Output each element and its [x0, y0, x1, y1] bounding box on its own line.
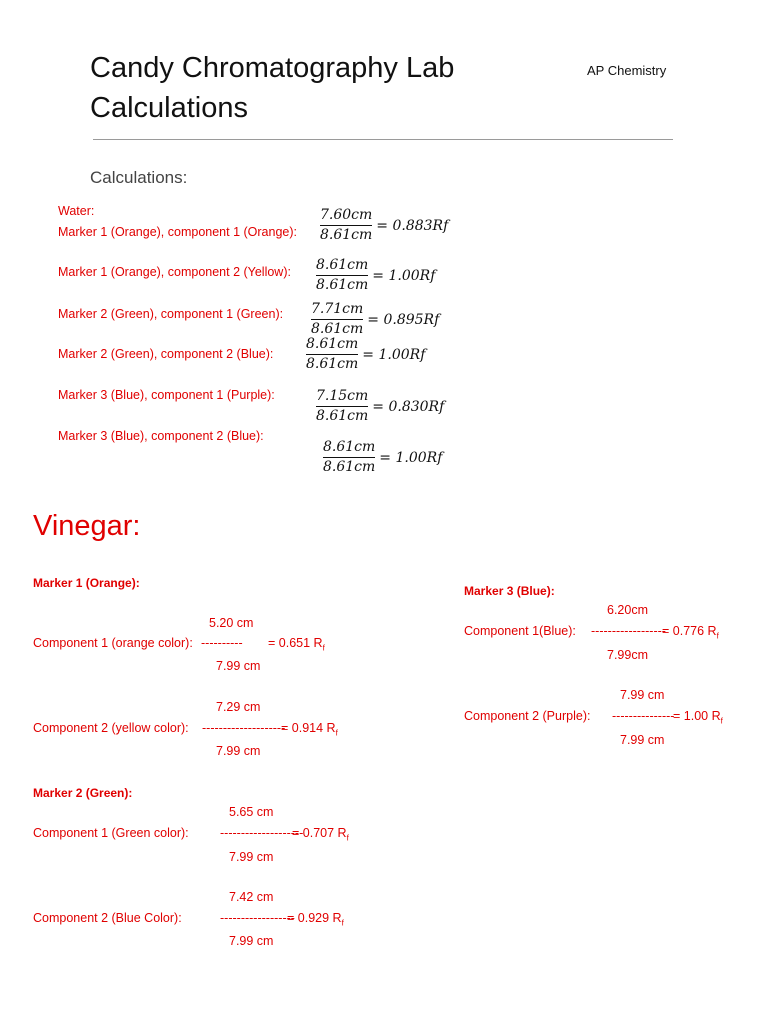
- result: = 1.00Rf: [362, 346, 426, 363]
- vinegar-m3-c2-label: Component 2 (Purple):: [464, 709, 591, 723]
- denominator: 8.61cm: [316, 277, 369, 293]
- vinegar-m3-c2-denominator: 7.99 cm: [620, 733, 665, 747]
- water-row-6-fraction: [323, 439, 442, 476]
- result: = 0.895Rf: [367, 311, 440, 328]
- vinegar-m1-c1-result: = 0.651 $R_f$: [268, 636, 325, 653]
- vinegar-m3-c1-label: Component 1(Blue):: [464, 624, 576, 638]
- vinegar-m1-c2-result: = 0.914 $R_f$: [281, 721, 338, 738]
- numerator: 7.71cm: [311, 301, 364, 317]
- denominator: 8.61cm: [316, 408, 369, 424]
- water-row-1-fraction: [320, 207, 448, 244]
- vinegar-m2-c1-dash: --------------------: [220, 826, 304, 840]
- water-row-1-label: Marker 1 (Orange), component 1 (Orange):: [58, 225, 297, 239]
- vinegar-m3-c1-denominator: 7.99cm: [607, 648, 648, 662]
- water-row-2-label: Marker 1 (Orange), component 2 (Yellow):: [58, 265, 291, 279]
- vinegar-m3-c1-result: = 0.776 $R_f$: [662, 624, 719, 641]
- denominator: 8.61cm: [311, 321, 364, 337]
- vinegar-m3-c2-numerator: 7.99 cm: [620, 688, 665, 702]
- vinegar-m2-c2-label: Component 2 (Blue Color):: [33, 911, 182, 925]
- water-row-4-fraction: [306, 336, 425, 373]
- result: = 1.00Rf: [379, 449, 443, 466]
- denominator: 8.61cm: [323, 459, 376, 475]
- course-label: AP Chemistry: [587, 63, 667, 78]
- vinegar-m2-c1-result: = 0.707 $R_f$: [292, 826, 349, 843]
- vinegar-m3-c2-result: = 1.00 $R_f$: [673, 709, 723, 726]
- vinegar-m3-c1-dash: ------------------: [591, 624, 666, 638]
- result: = 0.830Rf: [372, 398, 445, 415]
- vinegar-marker-2-title: Marker 2 (Green):: [33, 786, 133, 800]
- vinegar-m1-c2-dash: --------------------: [202, 721, 286, 735]
- vinegar-m2-c1-numerator: 5.65 cm: [229, 805, 274, 819]
- result: = 1.00Rf: [372, 267, 436, 284]
- result: = 0.883Rf: [376, 217, 449, 234]
- vinegar-m1-c1-label: Component 1 (orange color):: [33, 636, 193, 650]
- numerator: 7.15cm: [316, 388, 369, 404]
- water-row-2-fraction: [316, 257, 435, 294]
- vinegar-m1-c2-label: Component 2 (yellow color):: [33, 721, 189, 735]
- denominator: 8.61cm: [306, 356, 359, 372]
- vinegar-heading: Vinegar:: [33, 510, 141, 542]
- numerator: 8.61cm: [306, 336, 359, 352]
- numerator: 8.61cm: [316, 257, 369, 273]
- vinegar-m2-c1-denominator: 7.99 cm: [229, 850, 274, 864]
- vinegar-m2-c2-numerator: 7.42 cm: [229, 890, 274, 904]
- vinegar-m1-c1-dash: ----------: [201, 636, 243, 650]
- vinegar-m2-c2-dash: ------------------: [220, 911, 295, 925]
- vinegar-m3-c1-numerator: 6.20cm: [607, 603, 648, 617]
- numerator: 8.61cm: [323, 439, 376, 455]
- numerator: 7.60cm: [320, 207, 373, 223]
- header-divider: [93, 139, 673, 140]
- vinegar-m1-c2-denominator: 7.99 cm: [216, 744, 261, 758]
- calculations-heading: Calculations:: [90, 168, 188, 187]
- water-row-6-label: Marker 3 (Blue), component 2 (Blue):: [58, 429, 264, 443]
- title-line-1: Candy Chromatography Lab: [90, 52, 455, 84]
- denominator: 8.61cm: [320, 227, 373, 243]
- vinegar-m1-c2-numerator: 7.29 cm: [216, 700, 261, 714]
- page-title: [90, 48, 454, 128]
- vinegar-m3-c2-dash: ---------------: [612, 709, 675, 723]
- water-row-3-fraction: [311, 301, 439, 338]
- vinegar-m2-c1-label: Component 1 (Green color):: [33, 826, 189, 840]
- water-row-5-fraction: [316, 388, 444, 425]
- vinegar-marker-3-title: Marker 3 (Blue):: [464, 584, 555, 598]
- title-line-2: Calculations: [90, 92, 248, 124]
- vinegar-m1-c1-denominator: 7.99 cm: [216, 659, 261, 673]
- water-row-4-label: Marker 2 (Green), component 2 (Blue):: [58, 347, 274, 361]
- water-label: Water:: [58, 204, 95, 218]
- vinegar-m2-c2-denominator: 7.99 cm: [229, 934, 274, 948]
- vinegar-m2-c2-result: = 0.929 $R_f$: [287, 911, 344, 928]
- water-row-5-label: Marker 3 (Blue), component 1 (Purple):: [58, 388, 275, 402]
- vinegar-marker-1-title: Marker 1 (Orange):: [33, 576, 140, 590]
- water-row-3-label: Marker 2 (Green), component 1 (Green):: [58, 307, 284, 321]
- vinegar-m1-c1-numerator: 5.20 cm: [209, 616, 254, 630]
